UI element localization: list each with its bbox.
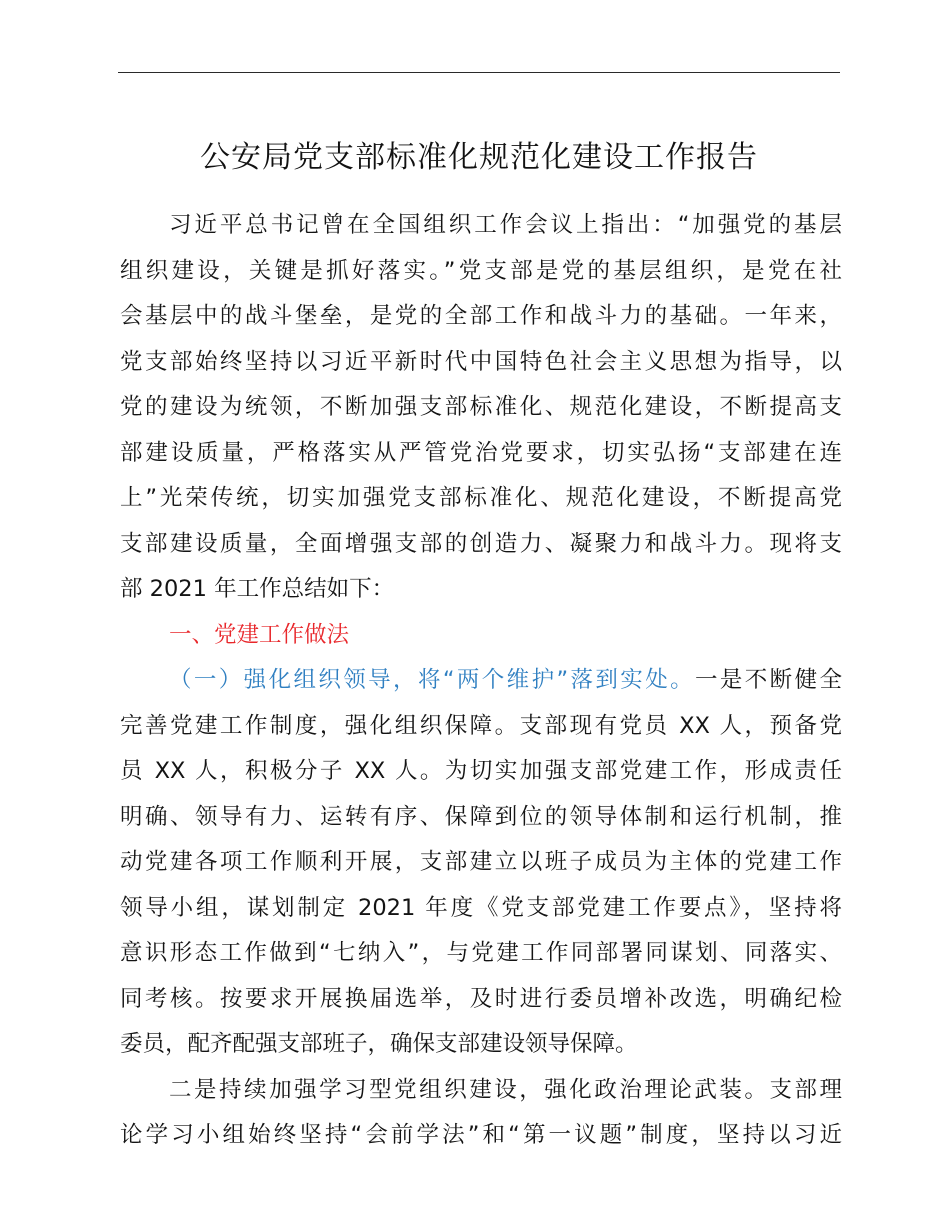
subsection-line (120, 658, 842, 704)
paragraph-line: 员 XX 人，积极分子 XX 人。为切实加强支部党建工作，形成责任 (120, 758, 842, 784)
document-body (120, 203, 842, 1159)
paragraph-line: 同考核。按要求开展换届选举，及时进行委员增补改选，明确纪检 (120, 985, 842, 1012)
paragraph-line: 完善党建工作制度，强化组织保障。支部现有党员 XX 人，预备党 (120, 712, 842, 739)
paragraph-line: 委员，配齐配强支部班子，确保支部建设领导保障。 (120, 1031, 638, 1057)
header-rule (118, 72, 840, 73)
paragraph-line: 明确、领导有力、运转有序、保障到位的领导体制和运行机制，推 (120, 803, 842, 830)
paragraph-line: 论学习小组始终坚持“会前学法”和“第一议题”制度，坚持以习近 (120, 1122, 842, 1148)
paragraph-line: 习近平总书记曾在全国组织工作会议上指出：“加强党的基层 (169, 212, 842, 238)
paragraph-line: 党的建设为统领，不断加强支部标准化、规范化建设，不断提高支 (120, 394, 842, 420)
paragraph-line: 会基层中的战斗堡垒，是党的全部工作和战斗力的基础。一年来， (120, 303, 842, 329)
subsection-heading: （一）强化组织领导，将“两个维护”落到实处。 (169, 667, 695, 693)
paragraph-line: 支部建设质量，全面增强支部的创造力、凝聚力和战斗力。现将支 (120, 530, 842, 557)
paragraph-line: 部 2021 年工作总结如下： (120, 576, 395, 602)
paragraph-line: 组织建设，关键是抓好落实。”党支部是党的基层组织，是党在社 (120, 257, 842, 284)
paragraph-line: 意识形态工作做到“七纳入”，与党建工作同部署同谋划、同落实、 (120, 940, 842, 966)
paragraph-line: 领导小组，谋划制定 2021 年度《党支部党建工作要点》，坚持将 (120, 894, 842, 921)
paragraph-line: 二是持续加强学习型党组织建设，强化政治理论武装。支部理 (169, 1076, 842, 1103)
paragraph-line: 上”光荣传统，切实加强党支部标准化、规范化建设，不断提高党 (120, 485, 842, 511)
document-title: 公安局党支部标准化规范化建设工作报告 (200, 140, 758, 175)
paragraph-line: 党支部始终坚持以习近平新时代中国特色社会主义思想为指导，以 (120, 348, 842, 375)
section-heading: 一、党建工作做法 (169, 621, 350, 648)
subsection-lead: 一是不断健全 (695, 667, 842, 693)
paragraph-line: 部建设质量，严格落实从严管党治党要求，切实弘扬“支部建在连 (120, 439, 842, 466)
paragraph-line: 动党建各项工作顺利开展，支部建立以班子成员为主体的党建工作 (120, 849, 842, 875)
